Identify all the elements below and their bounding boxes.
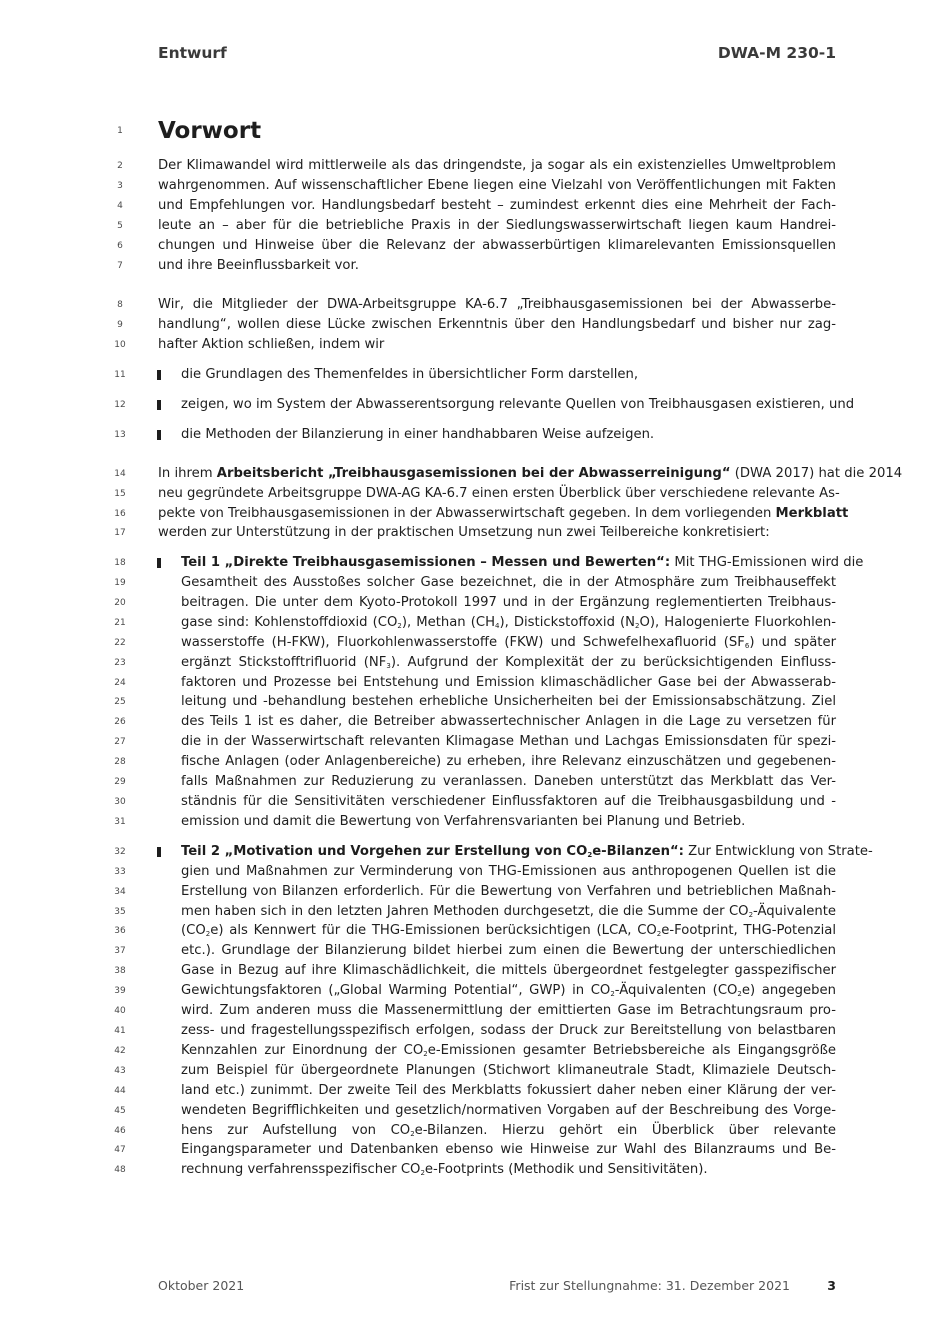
line-number: 17 [114, 528, 126, 538]
line-number: 42 [114, 1046, 126, 1056]
line-number: 43 [114, 1066, 126, 1076]
bullet-marker [157, 400, 161, 410]
bullet-marker [157, 558, 161, 568]
text-line: handlung“, wollen diese Lücke zwischen Erkenntnis über den Handlungsbedarf und bisher nur zag- [158, 317, 836, 332]
bullet-marker [157, 430, 161, 440]
teil2-line: zum Beispiel für übergeordnete Planungen (Stichwort klimaneutrale Stadt, Klimaziele Deutsch- [181, 1063, 836, 1078]
bullet-item: die Methoden der Bilanzierung in einer handhabbaren Weise aufzeigen. [181, 427, 655, 442]
teil1-line: fische Anlagen (oder Anlagenbereiche) zu erheben, ihre Relevanz einzuschätzen und gegebenen- [181, 754, 836, 769]
merkblatt-bold: Merkblatt [775, 506, 849, 521]
teil2-line: men haben sich in den letzten Jahren Methoden durchgesetzt, die die Summe der $CO_2$-Äquivalente [181, 904, 836, 919]
teil2-line: Kennzahlen zur Einordnung der $CO_2e$-Emissionen gesamter Betriebsbereiche als Eingangsgröße [181, 1043, 836, 1058]
line-number: 47 [114, 1145, 126, 1155]
teil1-line: leitung und -behandlung bestehen erhebliche Unsicherheiten bei der Emissionsabschätzung. Ziel [181, 694, 836, 709]
line-number: 3 [117, 181, 123, 191]
line-number: 33 [114, 867, 126, 877]
line-number: 7 [117, 261, 123, 271]
text-line: neu gegründete Arbeitsgruppe DWA-AG KA-6.7 einen ersten Überblick über verschiedene relevante As- [158, 486, 840, 501]
line-number: 36 [114, 926, 126, 936]
line-number: 12 [114, 400, 126, 410]
text-line: Der Klimawandel wird mittlerweile als das dringendste, ja sogar als ein existenzielles Umweltproblem [158, 158, 836, 173]
line-number: 15 [114, 489, 126, 499]
line-number: 21 [114, 618, 126, 628]
report-title-bold: Arbeitsbericht „Treibhausgasemissionen bei der Abwasserreinigung“ [216, 466, 731, 481]
teil1-lead: Teil 1 „Direkte Treibhausgasemissionen – Messen und Bewerten“: [181, 555, 671, 570]
line-number: 16 [114, 509, 126, 519]
line-number: 31 [114, 817, 126, 827]
line-number: 5 [117, 221, 123, 231]
line-number: 29 [114, 777, 126, 787]
line-number: 38 [114, 966, 126, 976]
teil1-line: des Teils 1 ist es daher, die Betreiber abwassertechnischer Anlagen in die Lage zu versetzen für [181, 714, 836, 729]
text-line: hafter Aktion schließen, indem wir [158, 337, 385, 352]
line-number: 11 [114, 370, 126, 380]
footer-deadline: Frist zur Stellungnahme: 31. Dezember 2021 [509, 1278, 790, 1293]
teil1-line: faktoren und Prozesse bei Entstehung und Emission klimaschädlicher Gase bei der Abwasserab- [181, 675, 836, 690]
text-line: werden zur Unterstützung in der praktischen Umsetzung nun zwei Teilbereiche konkretisiert: [158, 525, 770, 540]
line-number: 24 [114, 678, 126, 688]
line-number: 27 [114, 737, 126, 747]
line-number: 14 [114, 469, 126, 479]
text-line: In ihrem Arbeitsbericht „Treibhausgasemissionen bei der Abwasserreinigung“ (DWA 2017) hat die 2014 [158, 466, 903, 481]
line-number: 9 [117, 320, 123, 330]
teil1-line: falls Maßnahmen zur Reduzierung zu veranlassen. Daneben unterstützt das Merkblatt das Ver- [181, 774, 836, 789]
text-line: und ihre Beeinflussbarkeit vor. [158, 258, 359, 273]
running-header-left: Entwurf [158, 44, 227, 62]
teil2-line: Gewichtungsfaktoren („Global Warming Potential“, GWP) in $CO_2$-Äquivalenten $(CO_2e)$ angegeben [181, 983, 836, 998]
line-number: 40 [114, 1006, 126, 1016]
bullet-item: zeigen, wo im System der Abwasserentsorgung relevante Quellen von Treibhausgasen existieren, und [181, 397, 855, 412]
line-number: 10 [114, 340, 126, 350]
teil1-line: gase sind: Kohlenstoffdioxid $(CO_2)$, Methan $(CH_4)$, Distickstoffoxid $(N_2O)$, Halogenierte Fluorkohlen- [181, 615, 836, 630]
line-number: 1 [117, 126, 123, 136]
line-number: 39 [114, 986, 126, 996]
line-number: 45 [114, 1106, 126, 1116]
teil2-line: gien und Maßnahmen zur Verminderung von THG-Emissionen aus anthropogenen Quellen ist die [181, 864, 836, 879]
teil2-line: etc.). Grundlage der Bilanzierung bildet hierbei zum einen die Bewertung der unterschiedlichen [181, 943, 836, 958]
page-number: 3 [827, 1278, 836, 1293]
line-number: 26 [114, 717, 126, 727]
teil1-line: Teil 1 „Direkte Treibhausgasemissionen – Messen und Bewerten“: Mit THG-Emissionen wird die [181, 555, 864, 570]
line-number: 6 [117, 241, 123, 251]
line-number: 4 [117, 201, 123, 211]
bullet-marker [157, 370, 161, 380]
line-number: 37 [114, 946, 126, 956]
teil1-line: ergänzt Stickstofftrifluorid $(NF_3)$. Aufgrund der Komplexität der zu berücksichtigenden Einfluss- [181, 655, 836, 670]
teil1-line: die in der Wasserwirtschaft relevanten Klimagase Methan und Lachgas Emissionsdaten für spezi- [181, 734, 836, 749]
line-number: 44 [114, 1086, 126, 1096]
line-number: 32 [114, 847, 126, 857]
text-line: Wir, die Mitglieder der DWA-Arbeitsgruppe KA-6.7 „Treibhausgasemissionen bei der Abwasserbe- [158, 297, 836, 312]
line-number: 48 [114, 1165, 126, 1175]
line-number: 30 [114, 797, 126, 807]
teil1-line: wasserstoffe (H-FKW), Fluorkohlenwasserstoffe (FKW) und Schwefelhexafluorid $(SF_6)$ und später [181, 635, 836, 650]
running-header-right: DWA-M 230-1 [717, 44, 836, 62]
text-line: leute an – aber für die betriebliche Praxis in der Siedlungswasserwirtschaft liegen kaum Handrei- [158, 218, 836, 233]
teil1-line: ständnis für die Sensitivitäten verschiedener Einflussfaktoren auf die Treibhausgasbildung und - [181, 794, 836, 809]
line-number: 41 [114, 1026, 126, 1036]
text-line: pekte von Treibhausgasemissionen in der Abwasserwirtschaft gegeben. In dem vorliegenden Merkblatt [158, 506, 849, 521]
teil2-line: $(CO_2e)$ als Kennwert für die THG-Emissionen berücksichtigen (LCA, $CO_2e$-Footprint, THG-Potenzial [181, 923, 836, 938]
bullet-marker [157, 847, 161, 857]
line-number: 13 [114, 430, 126, 440]
line-number: 28 [114, 757, 126, 767]
text-line: chungen und Hinweise über die Relevanz der abwasserbürtigen klimarelevanten Emissionsquellen [158, 238, 836, 253]
line-number: 18 [114, 558, 126, 568]
teil1-line: beitragen. Die unter dem Kyoto-Protokoll 1997 und in der Ergänzung reglementierten Treibhaus- [181, 595, 836, 610]
line-number: 2 [117, 161, 123, 171]
teil2-line: Erstellung von Bilanzen erforderlich. Für die Bewertung von Verfahren und betrieblichen Maßnah- [181, 884, 836, 899]
footer-date: Oktober 2021 [158, 1278, 245, 1293]
teil2-line: hens zur Aufstellung von $CO_2e$-Bilanzen. Hierzu gehört ein Überblick über relevante [181, 1123, 836, 1138]
teil2-lead: Teil 2 „Motivation und Vorgehen zur Erstellung von $CO_2e-Bilanzen“$: [181, 844, 684, 859]
line-number: 46 [114, 1126, 126, 1136]
text-line: und Empfehlungen vor. Handlungsbedarf besteht – zumindest erkennt dies eine Mehrheit der Fach- [158, 198, 836, 213]
teil2-line: wird. Zum anderen muss die Massenermittlung der emittierten Gase im Betrachtungsraum pro- [181, 1003, 836, 1018]
line-number: 20 [114, 598, 126, 608]
teil2-line: wendeten Begrifflichkeiten und gesetzlich/normativen Vorgaben auf der Beschreibung des Vorge- [181, 1103, 836, 1118]
teil2-line: Teil 2 „Motivation und Vorgehen zur Erstellung von $CO_2e-Bilanzen“$: Zur Entwicklung von Strate- [181, 844, 873, 859]
line-number: 23 [114, 658, 126, 668]
section-title: Vorwort [158, 118, 262, 144]
line-number: 22 [114, 638, 126, 648]
teil1-line: Gesamtheit des Ausstoßes solcher Gase bezeichnet, die in der Atmosphäre zum Treibhauseffekt [181, 575, 836, 590]
teil2-line: Gase in Bezug auf ihre Klimaschädlichkeit, die mittels übergeordnet festgelegter gasspezifischer [181, 963, 836, 978]
teil1-line: emission und damit die Bewertung von Verfahrensvarianten bei Planung und Betrieb. [181, 814, 746, 829]
line-number: 8 [117, 300, 123, 310]
line-number: 19 [114, 578, 126, 588]
line-number: 35 [114, 907, 126, 917]
line-number: 34 [114, 887, 126, 897]
teil2-line: zess- und fragestellungsspezifisch erfolgen, sodass der Druck zur Bereitstellung von belastbaren [181, 1023, 836, 1038]
bullet-item: die Grundlagen des Themenfeldes in übersichtlicher Form darstellen, [181, 367, 639, 382]
text-line: wahrgenommen. Auf wissenschaftlicher Ebene liegen eine Vielzahl von Veröffentlichungen mit Fakten [158, 178, 836, 193]
teil2-line: land etc.) zunimmt. Der zweite Teil des Merkblatts fokussiert daher neben einer Klärung der ver- [181, 1083, 836, 1098]
teil2-line: rechnung verfahrensspezifischer $CO_2e$-Footprints (Methodik und Sensitivitäten). [181, 1162, 708, 1177]
teil2-line: Eingangsparameter und Datenbanken ebenso wie Hinweise zur Wahl des Bilanzraums und Be- [181, 1142, 836, 1157]
line-number: 25 [114, 697, 126, 707]
